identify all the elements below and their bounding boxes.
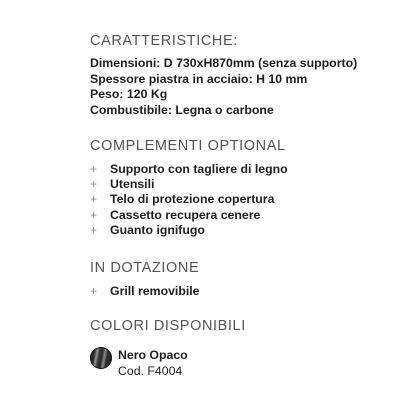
colori-heading: COLORI DISPONIBILI: [90, 318, 246, 334]
plus-icon: +: [90, 162, 98, 176]
color-swatch-black: [90, 347, 112, 369]
list-item: [90, 177, 288, 192]
list-item-label: Utensili: [110, 177, 155, 192]
plus-icon: +: [90, 192, 98, 207]
spec-plate-thickness: Spessore piastra in acciaio: H 10 mm: [90, 71, 308, 86]
color-code: Cod. F4004: [118, 364, 183, 378]
list-item: [90, 162, 288, 177]
optional-list: [90, 162, 288, 238]
plus-icon: +: [90, 222, 98, 237]
list-item-label: Cassetto recupera cenere: [110, 207, 261, 222]
color-name: Nero Opaco: [118, 348, 188, 362]
caratteristiche-heading: CARATTERISTICHE:: [90, 33, 238, 49]
spec-dimensions: Dimensioni: D 730xH870mm (senza supporto): [90, 56, 358, 70]
list-item: [90, 192, 288, 207]
dotazione-heading: IN DOTAZIONE: [90, 260, 200, 276]
list-item: [90, 208, 288, 223]
complementi-heading: COMPLEMENTI OPTIONAL: [90, 138, 286, 154]
list-item-label: Guanto ignifugo: [110, 222, 205, 237]
list-item-label: Telo di protezione copertura: [110, 192, 275, 207]
included-list: [90, 284, 200, 299]
plus-icon: +: [90, 177, 98, 192]
spec-list: [90, 56, 357, 118]
spec-weight: Peso: 120 Kg: [90, 87, 168, 101]
list-item-label: Supporto con tagliere di legno: [110, 162, 288, 176]
list-item-label: Grill removibile: [110, 284, 200, 298]
spec-fuel: Combustibile: Legna o carbone: [90, 102, 274, 117]
plus-icon: +: [90, 284, 98, 298]
list-item: [90, 223, 288, 238]
plus-icon: +: [90, 207, 98, 222]
list-item: [90, 284, 200, 299]
